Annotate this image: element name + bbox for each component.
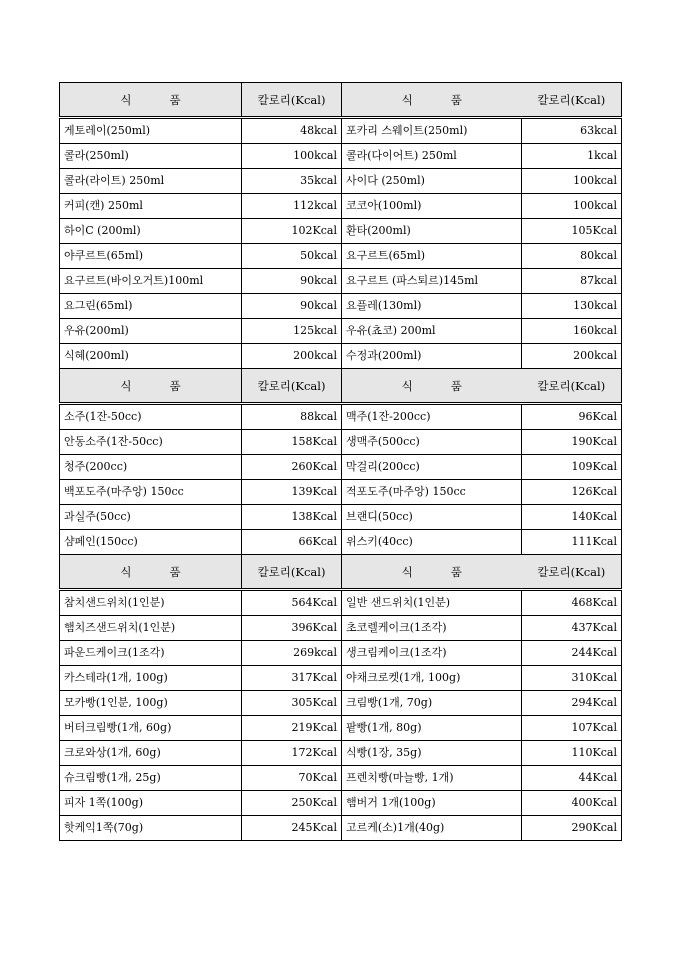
food-header-char-1: 식	[401, 378, 413, 393]
calorie-value-cell: 294Kcal	[522, 691, 622, 716]
table-row	[60, 455, 622, 480]
table-row	[60, 319, 622, 344]
calorie-column-header: 칼로리(Kcal)	[242, 369, 342, 404]
calorie-value-cell: 48kcal	[242, 118, 342, 144]
table-row	[60, 244, 622, 269]
calorie-value-cell: 90kcal	[242, 269, 342, 294]
food-header-char-1: 식	[120, 92, 132, 107]
table-row	[60, 404, 622, 430]
calorie-value-cell: 1kcal	[522, 144, 622, 169]
table-row	[60, 269, 622, 294]
food-name-cell: 초코렐케이크(1조각)	[342, 616, 522, 641]
table-row	[60, 169, 622, 194]
food-name-cell: 핫케익1쪽(70g)	[60, 816, 242, 841]
food-name-cell: 햄치즈샌드위치(1인분)	[60, 616, 242, 641]
food-column-header	[60, 555, 242, 590]
food-name-cell: 우유(200ml)	[60, 319, 242, 344]
food-name-cell: 포카리 스웨이트(250ml)	[342, 118, 522, 144]
food-header-char-2: 품	[169, 564, 181, 579]
food-name-cell: 게토레이(250ml)	[60, 118, 242, 144]
calorie-column-header: 칼로리(Kcal)	[242, 83, 342, 118]
calorie-value-cell: 105Kcal	[522, 219, 622, 244]
food-name-cell: 야채크로켓(1개, 100g)	[342, 666, 522, 691]
food-header-char-2: 품	[169, 92, 181, 107]
table-row	[60, 641, 622, 666]
calorie-value-cell: 219Kcal	[242, 716, 342, 741]
calorie-value-cell: 112kcal	[242, 194, 342, 219]
calorie-value-cell: 66Kcal	[242, 530, 342, 555]
section-header-row	[60, 83, 622, 118]
table-row	[60, 530, 622, 555]
calorie-value-cell: 102Kcal	[242, 219, 342, 244]
food-name-cell: 요그린(65ml)	[60, 294, 242, 319]
food-name-cell: 소주(1잔-50cc)	[60, 404, 242, 430]
food-name-cell: 안동소주(1잔-50cc)	[60, 430, 242, 455]
food-name-cell: 식빵(1장, 35g)	[342, 741, 522, 766]
calorie-value-cell: 100kcal	[242, 144, 342, 169]
food-column-header	[342, 83, 522, 118]
food-name-cell: 파운드케이크(1조각)	[60, 641, 242, 666]
table-row	[60, 766, 622, 791]
calorie-table-body	[60, 83, 622, 841]
food-name-cell: 생맥주(500cc)	[342, 430, 522, 455]
calorie-value-cell: 125kcal	[242, 319, 342, 344]
calorie-column-header: 칼로리(Kcal)	[242, 555, 342, 590]
calorie-value-cell: 139Kcal	[242, 480, 342, 505]
table-row	[60, 505, 622, 530]
table-row	[60, 590, 622, 616]
food-name-cell: 프렌치빵(마늘빵, 1개)	[342, 766, 522, 791]
calorie-value-cell: 172Kcal	[242, 741, 342, 766]
calorie-value-cell: 200kcal	[522, 344, 622, 369]
table-row	[60, 691, 622, 716]
calorie-value-cell: 564Kcal	[242, 590, 342, 616]
calorie-value-cell: 111Kcal	[522, 530, 622, 555]
calorie-column-header: 칼로리(Kcal)	[522, 83, 622, 118]
calorie-value-cell: 138Kcal	[242, 505, 342, 530]
food-name-cell: 고르케(소)1개(40g)	[342, 816, 522, 841]
calorie-value-cell: 90kcal	[242, 294, 342, 319]
food-header-char-2: 품	[169, 378, 181, 393]
food-column-header	[60, 369, 242, 404]
food-name-cell: 사이다 (250ml)	[342, 169, 522, 194]
food-column-header	[342, 555, 522, 590]
food-name-cell: 우유(쵸코) 200ml	[342, 319, 522, 344]
food-name-cell: 막걸리(200cc)	[342, 455, 522, 480]
food-name-cell: 카스테라(1개, 100g)	[60, 666, 242, 691]
calorie-value-cell: 250Kcal	[242, 791, 342, 816]
food-name-cell: 콜라(다이어트) 250ml	[342, 144, 522, 169]
section-header-row	[60, 369, 622, 404]
table-row	[60, 791, 622, 816]
calorie-value-cell: 160kcal	[522, 319, 622, 344]
food-name-cell: 일반 샌드위치(1인분)	[342, 590, 522, 616]
table-row	[60, 294, 622, 319]
section-header-row	[60, 555, 622, 590]
calorie-value-cell: 317Kcal	[242, 666, 342, 691]
calorie-value-cell: 87kcal	[522, 269, 622, 294]
calorie-value-cell: 126Kcal	[522, 480, 622, 505]
table-row	[60, 666, 622, 691]
calorie-value-cell: 35kcal	[242, 169, 342, 194]
calorie-value-cell: 158Kcal	[242, 430, 342, 455]
calorie-value-cell: 80kcal	[522, 244, 622, 269]
food-name-cell: 과실주(50cc)	[60, 505, 242, 530]
food-name-cell: 수정과(200ml)	[342, 344, 522, 369]
calorie-value-cell: 88kcal	[242, 404, 342, 430]
food-name-cell: 청주(200cc)	[60, 455, 242, 480]
food-name-cell: 샴페인(150cc)	[60, 530, 242, 555]
calorie-value-cell: 96Kcal	[522, 404, 622, 430]
food-name-cell: 버터크림빵(1개, 60g)	[60, 716, 242, 741]
calorie-column-header: 칼로리(Kcal)	[522, 555, 622, 590]
table-row	[60, 118, 622, 144]
calorie-value-cell: 100kcal	[522, 169, 622, 194]
calorie-value-cell: 70Kcal	[242, 766, 342, 791]
calorie-value-cell: 468Kcal	[522, 590, 622, 616]
food-name-cell: 적포도주(마주앙) 150cc	[342, 480, 522, 505]
calorie-value-cell: 110Kcal	[522, 741, 622, 766]
food-name-cell: 햄버거 1개(100g)	[342, 791, 522, 816]
food-column-header	[342, 369, 522, 404]
calorie-value-cell: 109Kcal	[522, 455, 622, 480]
food-name-cell: 요플레(130ml)	[342, 294, 522, 319]
table-row	[60, 716, 622, 741]
calorie-value-cell: 245Kcal	[242, 816, 342, 841]
food-header-char-1: 식	[401, 92, 413, 107]
table-row	[60, 344, 622, 369]
food-name-cell: 브랜디(50cc)	[342, 505, 522, 530]
calorie-value-cell: 260Kcal	[242, 455, 342, 480]
calorie-value-cell: 44Kcal	[522, 766, 622, 791]
calorie-value-cell: 190Kcal	[522, 430, 622, 455]
calorie-value-cell: 269kcal	[242, 641, 342, 666]
calorie-value-cell: 140Kcal	[522, 505, 622, 530]
table-row	[60, 616, 622, 641]
food-name-cell: 요구르트 (파스퇴르)145ml	[342, 269, 522, 294]
table-row	[60, 194, 622, 219]
food-name-cell: 팥빵(1개, 80g)	[342, 716, 522, 741]
calorie-value-cell: 130kcal	[522, 294, 622, 319]
food-name-cell: 커피(캔) 250ml	[60, 194, 242, 219]
table-row	[60, 430, 622, 455]
food-header-char-2: 품	[450, 92, 462, 107]
table-row	[60, 816, 622, 841]
calorie-table	[59, 82, 622, 841]
food-header-char-2: 품	[450, 378, 462, 393]
calorie-column-header: 칼로리(Kcal)	[522, 369, 622, 404]
food-name-cell: 요구르트(65ml)	[342, 244, 522, 269]
food-name-cell: 맥주(1잔-200cc)	[342, 404, 522, 430]
calorie-value-cell: 244Kcal	[522, 641, 622, 666]
food-name-cell: 생크림케이크(1조각)	[342, 641, 522, 666]
food-name-cell: 모카빵(1인분, 100g)	[60, 691, 242, 716]
food-name-cell: 콜라(라이트) 250ml	[60, 169, 242, 194]
calorie-value-cell: 310Kcal	[522, 666, 622, 691]
table-row	[60, 480, 622, 505]
food-name-cell: 참치샌드위치(1인분)	[60, 590, 242, 616]
food-header-char-2: 품	[450, 564, 462, 579]
calorie-value-cell: 400Kcal	[522, 791, 622, 816]
calorie-value-cell: 200kcal	[242, 344, 342, 369]
food-name-cell: 환타(200ml)	[342, 219, 522, 244]
food-name-cell: 피자 1쪽(100g)	[60, 791, 242, 816]
food-name-cell: 크로와상(1개, 60g)	[60, 741, 242, 766]
food-name-cell: 콜라(250ml)	[60, 144, 242, 169]
calorie-value-cell: 50kcal	[242, 244, 342, 269]
food-name-cell: 요구르트(바이오거트)100ml	[60, 269, 242, 294]
table-row	[60, 741, 622, 766]
food-name-cell: 하이C (200ml)	[60, 219, 242, 244]
calorie-value-cell: 63kcal	[522, 118, 622, 144]
food-name-cell: 크림빵(1개, 70g)	[342, 691, 522, 716]
calorie-value-cell: 290Kcal	[522, 816, 622, 841]
food-header-char-1: 식	[401, 564, 413, 579]
calorie-value-cell: 437Kcal	[522, 616, 622, 641]
calorie-value-cell: 107Kcal	[522, 716, 622, 741]
food-column-header	[60, 83, 242, 118]
table-row	[60, 219, 622, 244]
food-header-char-1: 식	[120, 378, 132, 393]
calorie-value-cell: 396Kcal	[242, 616, 342, 641]
food-name-cell: 식혜(200ml)	[60, 344, 242, 369]
food-name-cell: 코코아(100ml)	[342, 194, 522, 219]
table-row	[60, 144, 622, 169]
food-name-cell: 야쿠르트(65ml)	[60, 244, 242, 269]
calorie-value-cell: 305Kcal	[242, 691, 342, 716]
food-header-char-1: 식	[120, 564, 132, 579]
food-name-cell: 위스키(40cc)	[342, 530, 522, 555]
food-name-cell: 백포도주(마주앙) 150cc	[60, 480, 242, 505]
calorie-value-cell: 100kcal	[522, 194, 622, 219]
food-name-cell: 슈크림빵(1개, 25g)	[60, 766, 242, 791]
